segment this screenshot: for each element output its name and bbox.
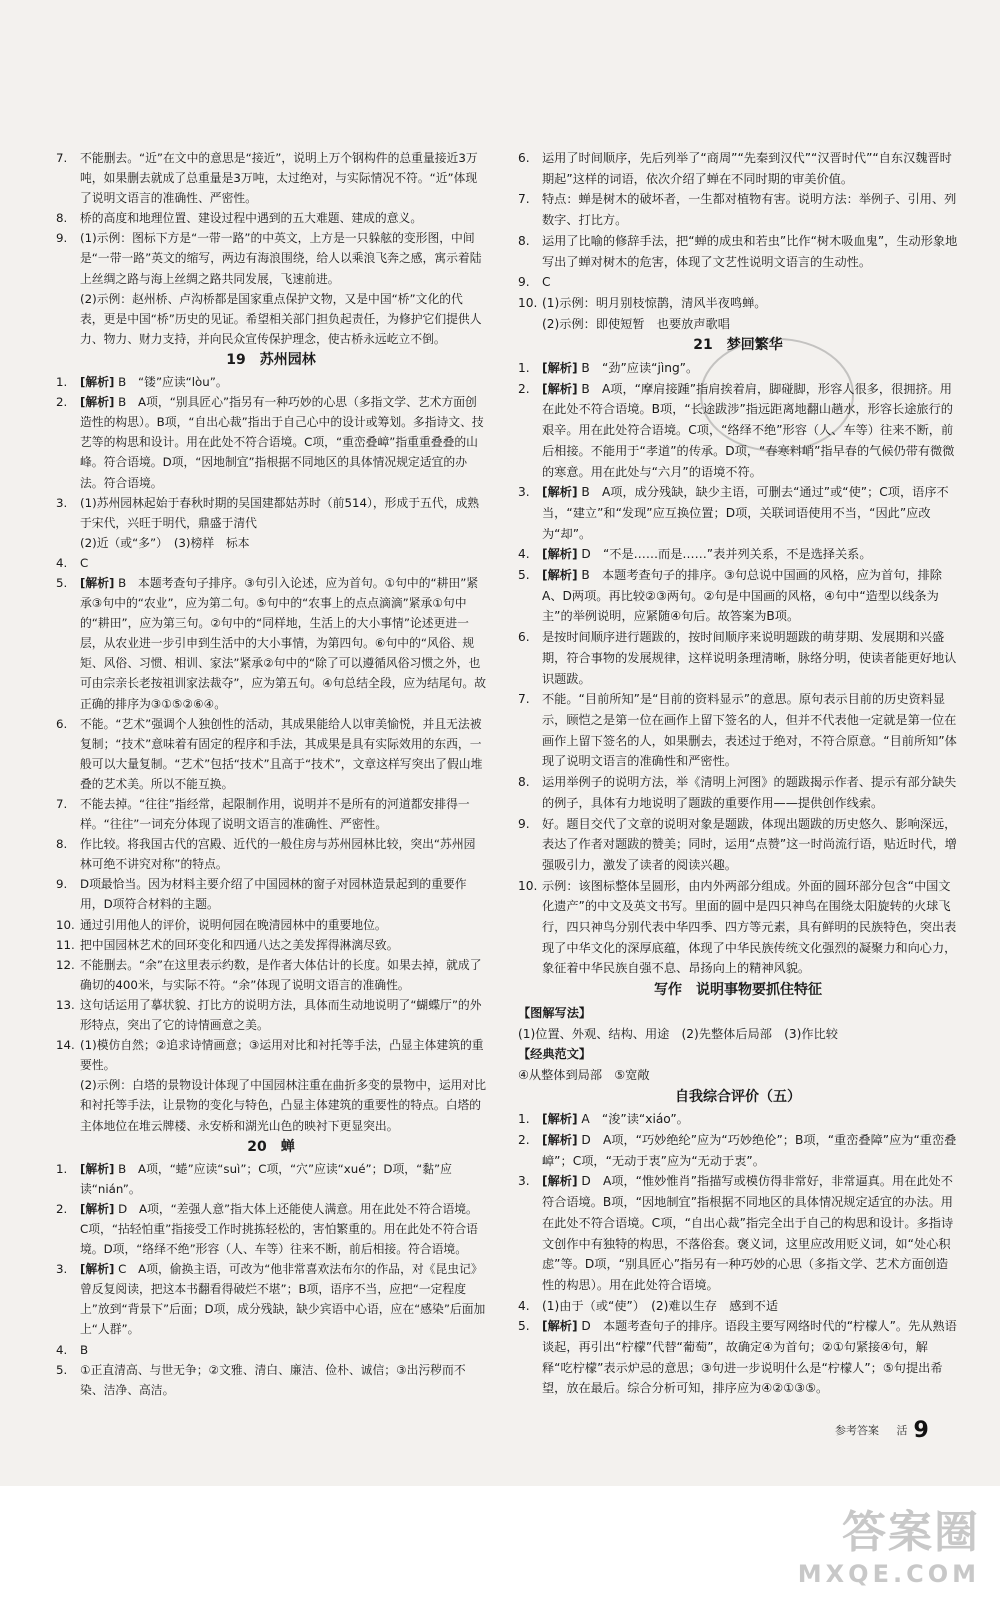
item-number: 1. — [56, 1161, 68, 1176]
item-number: 3. — [56, 1262, 68, 1277]
section-19-items-b — [56, 553, 486, 1075]
analysis-tag: [解析] — [542, 1174, 578, 1189]
item-number: 9. — [56, 877, 68, 892]
answer-item — [56, 1340, 486, 1360]
item-number: 6. — [518, 151, 530, 165]
answer-item — [56, 493, 486, 533]
section-heading-20: 20 蝉 — [247, 1138, 295, 1155]
item-number: 4. — [56, 555, 68, 570]
analysis-tag: [解析] — [542, 381, 578, 396]
item-number: 7. — [518, 192, 530, 207]
item-text: 特点：蝉是树木的破坏者，一生都对植物有害。说明方法：举例子、引用、列数字、打比方。 — [542, 192, 957, 228]
section-heading-writing: 写作 说明事物要抓住特征 — [654, 982, 822, 999]
section-heading-21: 21 梦回繁华 — [693, 337, 783, 354]
answer-item — [56, 834, 486, 874]
item-text: 这句话运用了摹状貌、打比方的说明方法，具体而生动地说明了“蝴蝶厅”的外形特点，突出了它的诗情画意之美。 — [80, 997, 482, 1033]
item-number: 4. — [56, 1342, 68, 1357]
answer-item — [56, 573, 486, 714]
answer-item — [518, 689, 958, 772]
jingdian-text: ④从整体到局部 ⑤宽敞 — [518, 1067, 650, 1082]
item-number: 14. — [56, 1038, 75, 1053]
item-text: 运用了时间顺序，先后列举了“商周”“先秦到汉代”“汉晋时代”“自东汉魏晋时期起”这样的词语，依次介绍了蝉在不同时期的审美价值。 — [542, 151, 952, 186]
analysis-tag: [解析] — [80, 1201, 115, 1216]
analysis-tag: [解析] — [542, 547, 578, 562]
item-text: 不能删去。“近”在文中的意思是“接近”，说明上万个钢构件的总重量接近3万吨，如果删去就成了总重量是3万吨，太过绝对，与实际情况不符。“近”体现了说明文语言的准确性、严密性。 — [80, 151, 478, 206]
answer-item — [518, 148, 958, 189]
item-number: 10. — [56, 917, 75, 932]
item-number: 3. — [518, 485, 530, 500]
item-text: 不能。“目前所知”是“目前的资料显示”的意思。原句表示目前的历史资料显示，顾恺之是第一位在画作上留下签名的人，但并不代表他一定就是第一位在画作上留下签名的人，如果删去，表述过于绝对，不符合原意。“目前所知”体现了说明文语言的准确性和严密性。 — [542, 692, 957, 769]
answer-item — [518, 379, 958, 483]
answer-item — [518, 544, 958, 565]
analysis-tag: [解析] — [542, 361, 578, 376]
item-number: 6. — [56, 716, 68, 731]
answer-item — [518, 1316, 958, 1399]
watermark-url: MXQE.COM — [797, 1560, 980, 1588]
item-text: 是按时间顺序进行题跋的，按时间顺序来说明题跋的萌芽期、发展期和兴盛期，符合事物的发展规律，这样说明条理清晰，脉络分明，使读者能更好地认识题跋。 — [542, 630, 957, 686]
answer-item — [56, 228, 486, 288]
answer-item — [518, 565, 958, 627]
answer-item — [518, 814, 958, 876]
item-number: 2. — [56, 395, 68, 410]
right-pre-sub: (2)示例：即使短暂 也要放声歌唱 — [542, 316, 730, 331]
analysis-tag: [解析] — [542, 1112, 578, 1127]
tujie-tag: 【图解写法】 — [518, 1005, 592, 1020]
item-number: 1. — [518, 361, 530, 376]
answer-item — [56, 955, 486, 995]
answer-item — [56, 372, 486, 392]
footer-label: 参考答案 — [835, 1424, 879, 1437]
answer-item — [56, 1199, 486, 1259]
answer-item — [56, 915, 486, 935]
answer-item — [56, 1360, 486, 1400]
section-19-sub-14: (2)示例：白塔的景物设计体现了中国园林注重在曲折多变的景物中，运用对比和衬托等手法，让景物的变化与特色，凸显主体建筑的重要性的特点。白塔的主体地位在堆云牌楼、永安桥和湖光山色的映衬下更显突出。 — [80, 1078, 487, 1133]
analysis-tag: [解析] — [80, 1262, 115, 1277]
analysis-tag: [解析] — [80, 395, 115, 410]
item-text: B “劲”应读“jìng”。 — [581, 361, 699, 376]
analysis-tag: [解析] — [80, 1161, 115, 1176]
item-number: 1. — [56, 375, 68, 390]
item-text: 作比较。将我国古代的宫殿、近代的一般住房与苏州园林比较，突出“苏州园林可绝不讲究对称”的特点。 — [80, 837, 476, 872]
left-pre-items — [56, 148, 486, 289]
item-number: 3. — [518, 1174, 530, 1189]
tujie-text: (1)位置、外观、结构、用途 (2)先整体后局部 (3)作比较 — [518, 1026, 838, 1041]
tujie-label — [518, 1003, 958, 1024]
item-text: ①正直清高、与世无争；②文雅、清白、廉洁、俭朴、诚信；③出污秽而不染、洁净、高洁。 — [80, 1362, 466, 1397]
section-heading-self: 自我综合评价（五） — [675, 1088, 801, 1105]
left-column — [56, 148, 486, 1400]
answer-item — [56, 714, 486, 794]
answer-item — [518, 772, 958, 813]
item-number: 8. — [518, 233, 530, 248]
answer-item — [518, 1171, 958, 1295]
page-number: 9 — [913, 1418, 929, 1443]
item-text: B A项，“摩肩接踵”指肩挨着肩，脚碰脚，形容人很多，很拥挤。用在此处不符合语境。B项，“长途跋涉”指远距离地翻山趟水，形容长途旅行的艰辛。用在此处符合语境。C项，“络绎不绝”形容（人、车等）往来不断，前后相接。不能用于“孝道”的传承。D项，“春寒料峭”指早春的气候仍带有微微的寒意。用在此处与“六月”的语境不符。 — [542, 381, 955, 479]
self-eval-items — [518, 1109, 958, 1399]
section-21-items — [518, 358, 958, 979]
item-text: 通过引用他人的评价，说明何园在晚清园林中的重要地位。 — [80, 917, 387, 932]
answer-item — [56, 935, 486, 955]
analysis-tag: [解析] — [542, 485, 578, 500]
section-19-items — [56, 372, 486, 533]
watermark-title: 答案圈 — [842, 1507, 980, 1558]
item-text: D “不是……而是……”表并列关系，不是选择关系。 — [581, 547, 872, 562]
answer-item — [518, 627, 958, 689]
answer-item — [518, 231, 958, 272]
item-text: 不能删去。“余”在这里表示约数，是作者大体估计的长度。如果去掉，就成了确切的400米，与实际不符。“余”体现了说明文语言的准确性。 — [80, 957, 482, 992]
jingdian-tag: 【经典范文】 — [518, 1047, 592, 1062]
item-number: 2. — [518, 381, 530, 396]
item-text: B 本题考查句子排序。③句引入论述，应为首句。①句中的“耕田”紧承③句中的“农业”，应为第二句。⑤句中的“农事上的点点滴滴”紧承①句中的“耕田”，应为第三句。②句中的“同样地，生活上的大小事情”论述更进一层，从农业进一步引申到生活中的大小事情，为第四句。⑥句中的“风俗、规矩、风俗、习惯、相训、家法”紧承②句中的“除了可以遵循风俗习惯之外，也可由宗亲长老按祖训家法裁夺”，应为第五句。④句总结全段，应为结尾句。故正确的排序为③①⑤②⑥④。 — [80, 575, 486, 711]
answer-item — [518, 876, 958, 980]
item-text: (1)由于（或“使”） (2)难以生存 感到不适 — [542, 1298, 779, 1313]
right-pre-items — [518, 148, 958, 314]
item-number: 6. — [518, 630, 530, 645]
item-number: 7. — [56, 797, 68, 811]
item-number: 10. — [518, 878, 538, 893]
item-text: 示例：该图标整体呈圆形，由内外两部分组成。外面的圆环部分包含“中国文化遗产”的中文及英文书写。里面的圆中是四只神鸟在围绕太阳旋转的火球飞行，四只神鸟分别代表中华四季、四方等元素，具有鲜明的民族特色，突出表现了中华文化的深厚底蕴，体现了中华民族传统文化强烈的凝聚力和向心力，象征着中华民族自强不息、昂扬向上的精神风貌。 — [542, 878, 957, 976]
item-text: D 本题考查句子的排序。语段主要写网络时代的“柠檬人”。先从熟语谈起，再引出“柠檬”代替“葡萄”，故确定④为首句；②①句紧接④句，解释“吃柠檬”表示炉忌的意思；③句进一步说明什么是“柠檬人”；⑤句提出希望，放在最后。综合分析可知，排序应为④②①③⑤。 — [542, 1319, 957, 1396]
item-text: 不能去掉。“往往”指经常，起限制作用，说明并不是所有的河道都安排得一样。“往往”一词充分体现了说明文语言的准确性、严密性。 — [80, 797, 470, 832]
answer-item — [518, 293, 958, 314]
item-text: 不能。“艺术”强调个人独创性的活动，其成果能给人以审美愉悦，并且无法被复制；“技术”意味着有固定的程序和手法，其成果是具有实际效用的东西，一般可以大量复制。“艺术”包括“技术”且高于“技术”，文章这样写突出了假山堆叠的艺术美。所以不能互换。 — [80, 716, 483, 791]
analysis-tag: [解析] — [80, 575, 115, 590]
item-text: C — [542, 275, 551, 290]
item-number: 1. — [518, 1112, 530, 1127]
item-text: C A项，偷换主语，可改为“他非常喜欢法布尔的作品，对《昆虫记》曾反复阅读，把这本书翻看得破烂不堪”；B项，语序不当，应把“一定程度上”放到“背景下”后面；D项，成分残缺，缺少宾语中心语，应在“感染”后面加上“人群”。 — [80, 1262, 486, 1337]
item-number: 5. — [518, 1319, 530, 1334]
answer-item — [518, 358, 958, 379]
left-pre-sub: (2)示例：赵州桥、卢沟桥都是国家重点保护文物，又是中国“桥”文化的代表，更是中国“桥”历史的见证。希望相关部门担负起责任，为修护它们提供人力、物力、财力支持，并向民众宣传保护理念，使古桥永远屹立不倒。 — [80, 291, 482, 346]
analysis-tag: [解析] — [80, 375, 115, 390]
answer-item — [56, 874, 486, 914]
answer-item — [56, 392, 486, 492]
item-text: D A项，“差强人意”指大体上还能使人满意。用在此处不符合语境。C项，“拈轻怕重”指接受工作时挑拣轻松的，害怕繁重的。用在此处不符合语境。D项，“络绎不绝”形容（人、车等）往来不断，前后相接。符合语境。 — [80, 1201, 478, 1257]
answer-item — [518, 1109, 958, 1130]
analysis-tag: [解析] — [542, 568, 578, 583]
item-number: 4. — [518, 1298, 530, 1313]
item-text: B A项，“别具匠心”指另有一种巧妙的心思（多指文学、艺术方面创造性的构思）。B项，“自出心裁”指出于自己心中的设计或筹划。多指诗文、技艺等的构思和设计。用在此处不符合语境。C项，“重峦叠嶂”指重重叠叠的山峰。符合语境。D项，“因地制宜”指根据不同地区的具体情况规定适宜的办法。符合语境。 — [80, 395, 484, 490]
item-number: 5. — [518, 568, 530, 583]
page-footer — [835, 1418, 929, 1443]
item-text: C — [80, 555, 89, 570]
item-number: 11. — [56, 937, 75, 952]
item-number: 3. — [56, 495, 68, 510]
item-number: 8. — [56, 211, 68, 226]
answer-item — [518, 1296, 958, 1317]
item-text: D A项，“巧妙绝纶”应为“巧妙绝伦”；B项，“重峦叠障”应为“重峦叠嶂”；C项，“无动于衷”应为“无动于衷”。 — [542, 1133, 957, 1168]
item-number: 8. — [518, 775, 530, 790]
item-text: B A项，“蜷”应读“suì”；C项，“穴”应读“xué”；D项，“黏”应读“nián”。 — [80, 1161, 452, 1196]
section-heading-19: 19 苏州园林 — [226, 351, 316, 368]
bottom-margin — [0, 1486, 1000, 1600]
watermark-logo — [798, 1496, 980, 1588]
item-text: 把中国园林艺术的回环变化和四通八达之美发挥得淋漓尽致。 — [80, 937, 399, 952]
item-text: 桥的高度和地理位置、建设过程中遇到的五大难题、建成的意义。 — [80, 211, 423, 226]
answer-item — [56, 1159, 486, 1199]
answer-item — [56, 794, 486, 834]
item-text: B A项，成分残缺，缺少主语，可删去“通过”或“使”；C项，语序不当，“建立”和“发现”应互换位置；D项，关联词语使用不当，“因此”应改为“却”。 — [542, 485, 949, 541]
item-number: 5. — [56, 575, 68, 590]
answer-item — [56, 553, 486, 573]
answer-item — [518, 1130, 958, 1171]
item-number: 2. — [518, 1133, 530, 1148]
item-text: 运用了比喻的修辞手法，把“蝉的成虫和若虫”比作“树木吸血鬼”，生动形象地写出了蝉对树木的危害，体现了文艺性说明文语言的生动性。 — [542, 233, 958, 269]
right-column — [518, 148, 958, 1399]
item-text: (1)模仿自然；②追求诗情画意；③运用对比和衬托等手法，凸显主体建筑的重要性。 — [80, 1038, 484, 1073]
answer-item — [56, 1259, 486, 1339]
item-number: 9. — [518, 275, 530, 290]
item-text: 运用举例子的说明方法，举《清明上河图》的题跋揭示作者、提示有部分缺失的例子，具体有力地说明了题跋的重要作用——提供创作线索。 — [542, 775, 957, 810]
item-text: (1)示例：明月别枝惊鹊，清风半夜鸣蝉。 — [542, 295, 767, 310]
item-text: D项最恰当。因为材料主要介绍了中国园林的窗子对园林造景起到的重要作用，D项符合材料的主题。 — [80, 877, 467, 912]
item-text: B — [80, 1342, 89, 1357]
section-20-items — [56, 1159, 486, 1400]
item-text: B “镂”应读“lòu”。 — [118, 375, 228, 390]
item-number: 7. — [518, 692, 530, 707]
item-number: 2. — [56, 1201, 68, 1216]
item-number: 10. — [518, 295, 538, 310]
jingdian-label — [518, 1044, 958, 1065]
analysis-tag: [解析] — [542, 1319, 578, 1334]
answer-item — [56, 208, 486, 228]
item-text: 好。题目交代了文章的说明对象是题跋，体现出题跋的历史悠久、影响深远，表达了作者对题跋的赞美；同时，运用“点赞”这一时尚流行语，贴近时代，增强吸引力，激发了读者的阅读兴趣。 — [542, 816, 957, 872]
item-text: (1)示例：图标下方是“一带一路”的中英文，上方是一只躲舷的变形图，中间是“一带一路”英文的缩写，两边有海浪围绕，给人以乘浪飞奔之感，寓示着陆上丝绸之路与海上丝绸之路共同发展，飞速前进。 — [80, 231, 482, 286]
footer-series: 活 — [896, 1424, 908, 1437]
answer-item — [518, 272, 958, 293]
answer-item — [518, 189, 958, 230]
item-number: 8. — [56, 837, 68, 852]
item-text: A “浚”读“xiáo”。 — [581, 1112, 689, 1127]
answer-item — [518, 482, 958, 544]
answer-item — [56, 995, 486, 1035]
item-number: 9. — [518, 816, 530, 831]
item-text: D A项，“惟妙惟肖”指描写或模仿得非常好，非常逼真。用在此处不符合语境。B项，“因地制宜”指根据不同地区的具体情况规定适宜的办法。用在此处不符合语境。C项，“自出心裁”指完全出于自己的构思和设计。多指诗文创作中有独特的构思，不落俗套。褒义词，这里应改用贬义词，如“处心积虑”等。D项，“别具匠心”指另有一种巧妙的心思（多指文学、艺术方面创造性的构思）。用在此处符合语境。 — [542, 1174, 954, 1292]
item-text: (1)苏州园林起始于春秋时期的吴国建都姑苏时（前514），形成于五代，成熟于宋代，兴旺于明代，鼎盛于清代 — [80, 495, 480, 530]
item-number: 7. — [56, 151, 68, 165]
item-number: 13. — [56, 997, 75, 1012]
item-text: B 本题考查句子的排序。③句总说中国画的风格，应为首句，排除A、D两项。再比较②③两句。②句是中国画的风格，④句中“造型以线条为主”的举例说明，应紧随④句后。故答案为B项。 — [542, 568, 942, 624]
analysis-tag: [解析] — [542, 1133, 578, 1148]
answer-item — [56, 1035, 486, 1075]
section-19-sub-3: (2)近（或“多”） (3)榜样 标本 — [80, 535, 250, 550]
item-number: 12. — [56, 957, 75, 972]
item-number: 4. — [518, 547, 530, 562]
item-number: 5. — [56, 1362, 68, 1377]
item-number: 9. — [56, 231, 68, 246]
answer-item — [56, 148, 486, 208]
